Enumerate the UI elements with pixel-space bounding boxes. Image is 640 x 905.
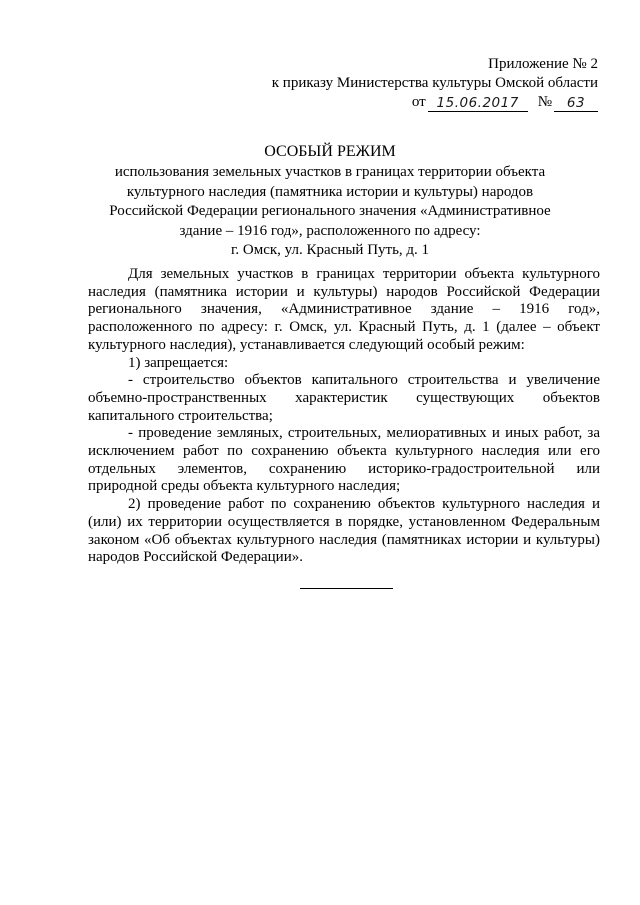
- intro-paragraph: Для земельных участков в границах территории объекта культурного наследия (памятника истории и культуры) народов Российской Федерации регионального значения, «Административное здание – 1916 год», расположенного по адресу: г. Омск, ул. Красный Путь, д. 1 (далее – объект культурного наследия), устанавливается следующий особый режим:: [88, 266, 600, 353]
- title-line-1: использования земельных участков в границах территории объекта: [114, 164, 546, 180]
- item-1-clause-a: - строительство объектов капитального строительства и увеличение объемно-пространственных характеристик существующих объектов капитального строительства;: [88, 372, 600, 424]
- date-number-row: [272, 93, 598, 112]
- title-line-3: Российской Федерации регионального значения «Административное: [109, 203, 551, 219]
- document-body: [88, 266, 600, 567]
- title-line-4: здание – 1916 год», расположенного по адресу:: [179, 222, 481, 239]
- number-prefix: №: [537, 94, 552, 110]
- appendix-header: [272, 55, 598, 112]
- item-2-paragraph: 2) проведение работ по сохранению объектов культурного наследия и (или) их территории осуществляется в порядке, установленном Федеральным законом «Об объектах культурного наследия (памятниках истории и культуры) народов Российской Федерации».: [88, 496, 600, 566]
- appendix-number: Приложение № 2: [488, 56, 598, 72]
- handwritten-number: 63: [554, 96, 598, 112]
- date-prefix: от: [411, 94, 426, 110]
- end-separator-line: [300, 588, 393, 589]
- item-1-clause-b: - проведение земляных, строительных, мелиоративных и иных работ, за исключением работ по сохранению объекта культурного наследия или его отдельных элементов, сохранению историко-градостроительной или природной среды объекта культурного наследия;: [88, 425, 600, 495]
- document-title: ОСОБЫЙ РЕЖИМ: [264, 143, 396, 160]
- title-line-2: культурного наследия (памятника истории и культуры) народов: [126, 183, 534, 200]
- order-reference: к приказу Министерства культуры Омской области: [271, 75, 598, 91]
- item-1-heading: 1) запрещается:: [128, 354, 229, 371]
- title-line-5: г. Омск, ул. Красный Путь, д. 1: [230, 242, 430, 258]
- document-title-block: [60, 142, 600, 261]
- handwritten-date: 15.06.2017: [428, 96, 528, 112]
